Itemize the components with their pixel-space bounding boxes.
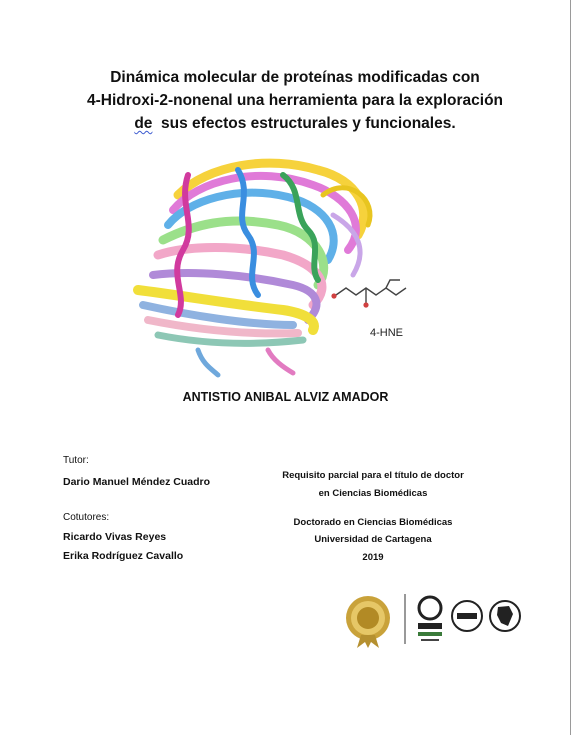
- university-name: Universidad de Cartagena: [314, 534, 432, 545]
- cotutor-name: Erika Rodríguez Cavallo: [63, 550, 184, 562]
- molecule-label: 4-HNE: [370, 327, 404, 339]
- cotutor-name: Ricardo Vivas Reyes: [63, 531, 167, 543]
- requirement-line-2: en Ciencias Biomédicas: [318, 488, 428, 499]
- colombia-map-logo: [490, 601, 520, 631]
- university-seal-logo: [346, 596, 390, 648]
- iqnet-logo: [452, 601, 482, 631]
- logos-row: [345, 590, 525, 650]
- title-line-1: Dinámica molecular de proteínas modificadas con: [110, 69, 480, 86]
- title-line-3: [20, 112, 570, 135]
- year: 2019: [362, 552, 384, 563]
- tutor-label: Tutor:: [63, 455, 89, 466]
- tutor-name: Dario Manuel Méndez Cuadro: [63, 476, 211, 488]
- icontec-iso-9001-logo: [418, 597, 442, 641]
- requirement-line-1: Requisito parcial para el título de doctor: [282, 470, 464, 481]
- protein-structure-figure: [118, 155, 448, 380]
- cotutors-label: Cotutores:: [63, 512, 110, 523]
- author-name: ANTISTIO ANIBAL ALVIZ AMADOR: [182, 390, 389, 404]
- program-name: Doctorado en Ciencias Biomédicas: [293, 517, 453, 528]
- title-line-3-rest: sus efectos estructurales y funcionales.: [152, 115, 456, 132]
- title-word-de: de: [134, 115, 153, 132]
- thesis-title: [20, 66, 570, 135]
- title-line-2: 4-Hidroxi-2-nonenal una herramienta para la exploración: [86, 92, 504, 109]
